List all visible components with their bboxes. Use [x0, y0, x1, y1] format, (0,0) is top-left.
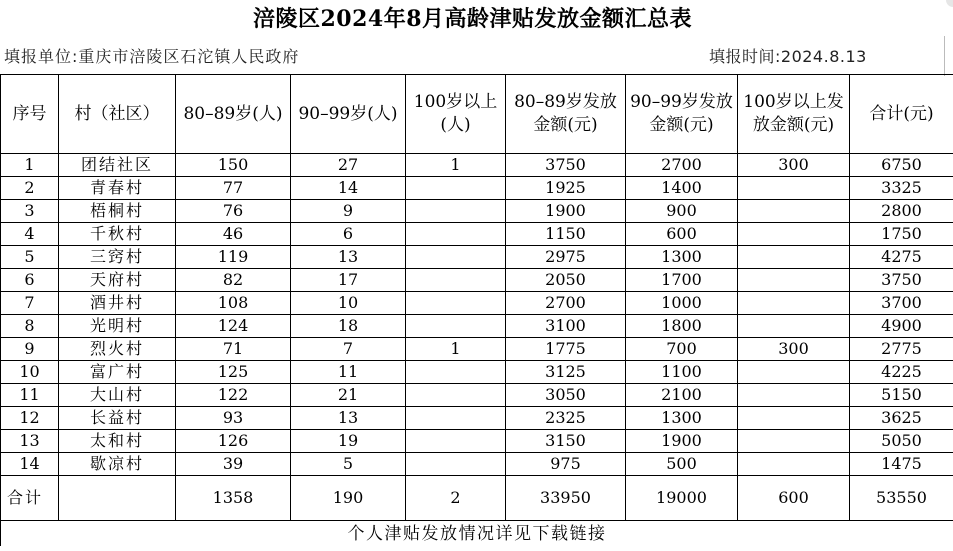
- cell-80-89-count: 46: [176, 223, 291, 246]
- cell-100plus-count: [406, 269, 506, 292]
- cell-100plus-amount: [738, 200, 850, 223]
- cell-80-89-amount: 2050: [506, 269, 626, 292]
- cell-90-99-count: 6: [291, 223, 406, 246]
- cell-80-89-amount: 3050: [506, 384, 626, 407]
- cell-100plus-count: [406, 246, 506, 269]
- page-title: 涪陵区2024年8月高龄津贴发放金额汇总表: [252, 6, 693, 32]
- cell-village: 千秋村: [59, 223, 176, 246]
- table-row: [1, 269, 953, 292]
- cell-total: 3625: [850, 407, 953, 430]
- cell-90-99-amount: 1100: [626, 361, 738, 384]
- cell-seq: 1: [1, 154, 59, 177]
- table-row: [1, 407, 953, 430]
- cell-90-99-count: 18: [291, 315, 406, 338]
- cell-90-99-amount: 900: [626, 200, 738, 223]
- cell-90-99-amount: 1300: [626, 246, 738, 269]
- cell-90-99-amount: 600: [626, 223, 738, 246]
- cell-90-99-count: 19: [291, 430, 406, 453]
- table-row: [1, 292, 953, 315]
- cell-80-89-amount: 2325: [506, 407, 626, 430]
- table-row: [1, 384, 953, 407]
- footnote-row: [1, 521, 953, 547]
- cell-80-89-count: 93: [176, 407, 291, 430]
- total-80-89-count: 1358: [176, 476, 291, 521]
- total-row: [1, 476, 953, 521]
- table-row: [1, 223, 953, 246]
- cell-90-99-amount: 1700: [626, 269, 738, 292]
- cell-100plus-amount: [738, 177, 850, 200]
- table-row: [1, 246, 953, 269]
- cell-village: 大山村: [59, 384, 176, 407]
- reporting-unit: 填报单位:重庆市涪陵区石沱镇人民政府: [4, 47, 300, 66]
- cell-90-99-count: 13: [291, 407, 406, 430]
- cell-90-99-count: 17: [291, 269, 406, 292]
- cell-80-89-count: 39: [176, 453, 291, 476]
- divider: [944, 36, 945, 76]
- total-90-99-count: 190: [291, 476, 406, 521]
- cell-100plus-amount: [738, 269, 850, 292]
- table-row: [1, 453, 953, 476]
- cell-80-89-count: 108: [176, 292, 291, 315]
- cell-100plus-count: [406, 177, 506, 200]
- total-cell: [59, 476, 176, 521]
- table-row: [1, 177, 953, 200]
- cell-100plus-count: [406, 407, 506, 430]
- cell-80-89-amount: 1150: [506, 223, 626, 246]
- cell-village: 富广村: [59, 361, 176, 384]
- cell-seq: 9: [1, 338, 59, 361]
- cell-village: 团结社区: [59, 154, 176, 177]
- cell-80-89-count: 77: [176, 177, 291, 200]
- cell-seq: 7: [1, 292, 59, 315]
- cell-90-99-amount: 500: [626, 453, 738, 476]
- cell-village: 天府村: [59, 269, 176, 292]
- cell-total: 4275: [850, 246, 953, 269]
- cell-80-89-amount: 3100: [506, 315, 626, 338]
- cell-100plus-count: [406, 384, 506, 407]
- cell-80-89-amount: 1925: [506, 177, 626, 200]
- cell-seq: 5: [1, 246, 59, 269]
- cell-80-89-amount: 975: [506, 453, 626, 476]
- cell-90-99-amount: 2700: [626, 154, 738, 177]
- cell-90-99-amount: 1000: [626, 292, 738, 315]
- cell-seq: 10: [1, 361, 59, 384]
- total-80-89-amount: 33950: [506, 476, 626, 521]
- cell-village: 光明村: [59, 315, 176, 338]
- total-100plus-amount: 600: [738, 476, 850, 521]
- reporting-date: 填报时间:2024.8.13: [709, 47, 867, 66]
- cell-100plus-amount: [738, 430, 850, 453]
- cell-80-89-amount: 3750: [506, 154, 626, 177]
- cell-80-89-count: 71: [176, 338, 291, 361]
- cell-seq: 11: [1, 384, 59, 407]
- subsidy-summary-table: [0, 74, 953, 546]
- cell-100plus-amount: [738, 246, 850, 269]
- cell-90-99-count: 5: [291, 453, 406, 476]
- total-sum: 53550: [850, 476, 953, 521]
- cell-seq: 13: [1, 430, 59, 453]
- cell-80-89-count: 126: [176, 430, 291, 453]
- cell-village: 酒井村: [59, 292, 176, 315]
- header-100plus-amount: 100岁以上发放金额(元): [738, 75, 850, 154]
- header-90-99-count: 90–99岁(人): [291, 75, 406, 154]
- cell-total: 1750: [850, 223, 953, 246]
- cell-100plus-count: [406, 200, 506, 223]
- header-village: 村（社区）: [59, 75, 176, 154]
- cell-90-99-count: 11: [291, 361, 406, 384]
- footnote: 个人津贴发放情况详见下载链接: [1, 521, 953, 547]
- total-90-99-amount: 19000: [626, 476, 738, 521]
- cell-total: 4225: [850, 361, 953, 384]
- cell-80-89-amount: 1900: [506, 200, 626, 223]
- cell-80-89-amount: 2975: [506, 246, 626, 269]
- cell-80-89-amount: 2700: [506, 292, 626, 315]
- header-row: [1, 75, 953, 154]
- table-row: [1, 430, 953, 453]
- total-label: 合计: [1, 476, 59, 521]
- table-row: [1, 315, 953, 338]
- cell-90-99-count: 13: [291, 246, 406, 269]
- cell-90-99-count: 10: [291, 292, 406, 315]
- cell-total: 6750: [850, 154, 953, 177]
- cell-total: 3750: [850, 269, 953, 292]
- window-corner-decoration: [946, 0, 953, 7]
- cell-80-89-count: 122: [176, 384, 291, 407]
- cell-seq: 12: [1, 407, 59, 430]
- cell-total: 3700: [850, 292, 953, 315]
- cell-90-99-count: 14: [291, 177, 406, 200]
- table-row: [1, 361, 953, 384]
- cell-90-99-amount: 1300: [626, 407, 738, 430]
- cell-seq: 8: [1, 315, 59, 338]
- cell-100plus-amount: 300: [738, 154, 850, 177]
- cell-village: 烈火村: [59, 338, 176, 361]
- cell-total: 4900: [850, 315, 953, 338]
- cell-80-89-amount: 3150: [506, 430, 626, 453]
- cell-village: 歇凉村: [59, 453, 176, 476]
- cell-100plus-amount: [738, 223, 850, 246]
- cell-100plus-count: [406, 430, 506, 453]
- header-80-89-amount: 80–89岁发放金额(元): [506, 75, 626, 154]
- table-row: [1, 200, 953, 223]
- cell-village: 梧桐村: [59, 200, 176, 223]
- table-row: [1, 338, 953, 361]
- cell-90-99-count: 27: [291, 154, 406, 177]
- cell-90-99-amount: 700: [626, 338, 738, 361]
- cell-100plus-amount: [738, 453, 850, 476]
- cell-90-99-amount: 1400: [626, 177, 738, 200]
- header-seq: 序号: [1, 75, 59, 154]
- cell-90-99-count: 9: [291, 200, 406, 223]
- cell-total: 3325: [850, 177, 953, 200]
- cell-village: 太和村: [59, 430, 176, 453]
- cell-80-89-count: 119: [176, 246, 291, 269]
- cell-100plus-count: 1: [406, 154, 506, 177]
- cell-100plus-amount: 300: [738, 338, 850, 361]
- cell-total: 2800: [850, 200, 953, 223]
- cell-village: 青春村: [59, 177, 176, 200]
- cell-village: 长益村: [59, 407, 176, 430]
- cell-80-89-amount: 1775: [506, 338, 626, 361]
- cell-100plus-count: [406, 361, 506, 384]
- cell-90-99-amount: 1900: [626, 430, 738, 453]
- cell-100plus-amount: [738, 292, 850, 315]
- table-row: [1, 154, 953, 177]
- cell-100plus-count: [406, 453, 506, 476]
- cell-80-89-count: 124: [176, 315, 291, 338]
- cell-90-99-amount: 1800: [626, 315, 738, 338]
- cell-seq: 6: [1, 269, 59, 292]
- cell-100plus-count: [406, 223, 506, 246]
- cell-100plus-amount: [738, 361, 850, 384]
- cell-80-89-count: 82: [176, 269, 291, 292]
- cell-80-89-count: 150: [176, 154, 291, 177]
- cell-seq: 2: [1, 177, 59, 200]
- cell-80-89-amount: 3125: [506, 361, 626, 384]
- cell-90-99-count: 21: [291, 384, 406, 407]
- cell-seq: 3: [1, 200, 59, 223]
- header-100plus-count: 100岁以上(人): [406, 75, 506, 154]
- cell-80-89-count: 76: [176, 200, 291, 223]
- cell-100plus-count: [406, 292, 506, 315]
- total-100plus-count: 2: [406, 476, 506, 521]
- cell-90-99-amount: 2100: [626, 384, 738, 407]
- cell-seq: 14: [1, 453, 59, 476]
- cell-seq: 4: [1, 223, 59, 246]
- header-total: 合计(元): [850, 75, 953, 154]
- header-80-89-count: 80–89岁(人): [176, 75, 291, 154]
- cell-total: 1475: [850, 453, 953, 476]
- cell-100plus-count: 1: [406, 338, 506, 361]
- cell-80-89-count: 125: [176, 361, 291, 384]
- cell-village: 三窍村: [59, 246, 176, 269]
- header-90-99-amount: 90–99岁发放金额(元): [626, 75, 738, 154]
- cell-100plus-count: [406, 315, 506, 338]
- cell-100plus-amount: [738, 315, 850, 338]
- cell-total: 5150: [850, 384, 953, 407]
- cell-100plus-amount: [738, 384, 850, 407]
- cell-100plus-amount: [738, 407, 850, 430]
- cell-total: 2775: [850, 338, 953, 361]
- cell-90-99-count: 7: [291, 338, 406, 361]
- cell-total: 5050: [850, 430, 953, 453]
